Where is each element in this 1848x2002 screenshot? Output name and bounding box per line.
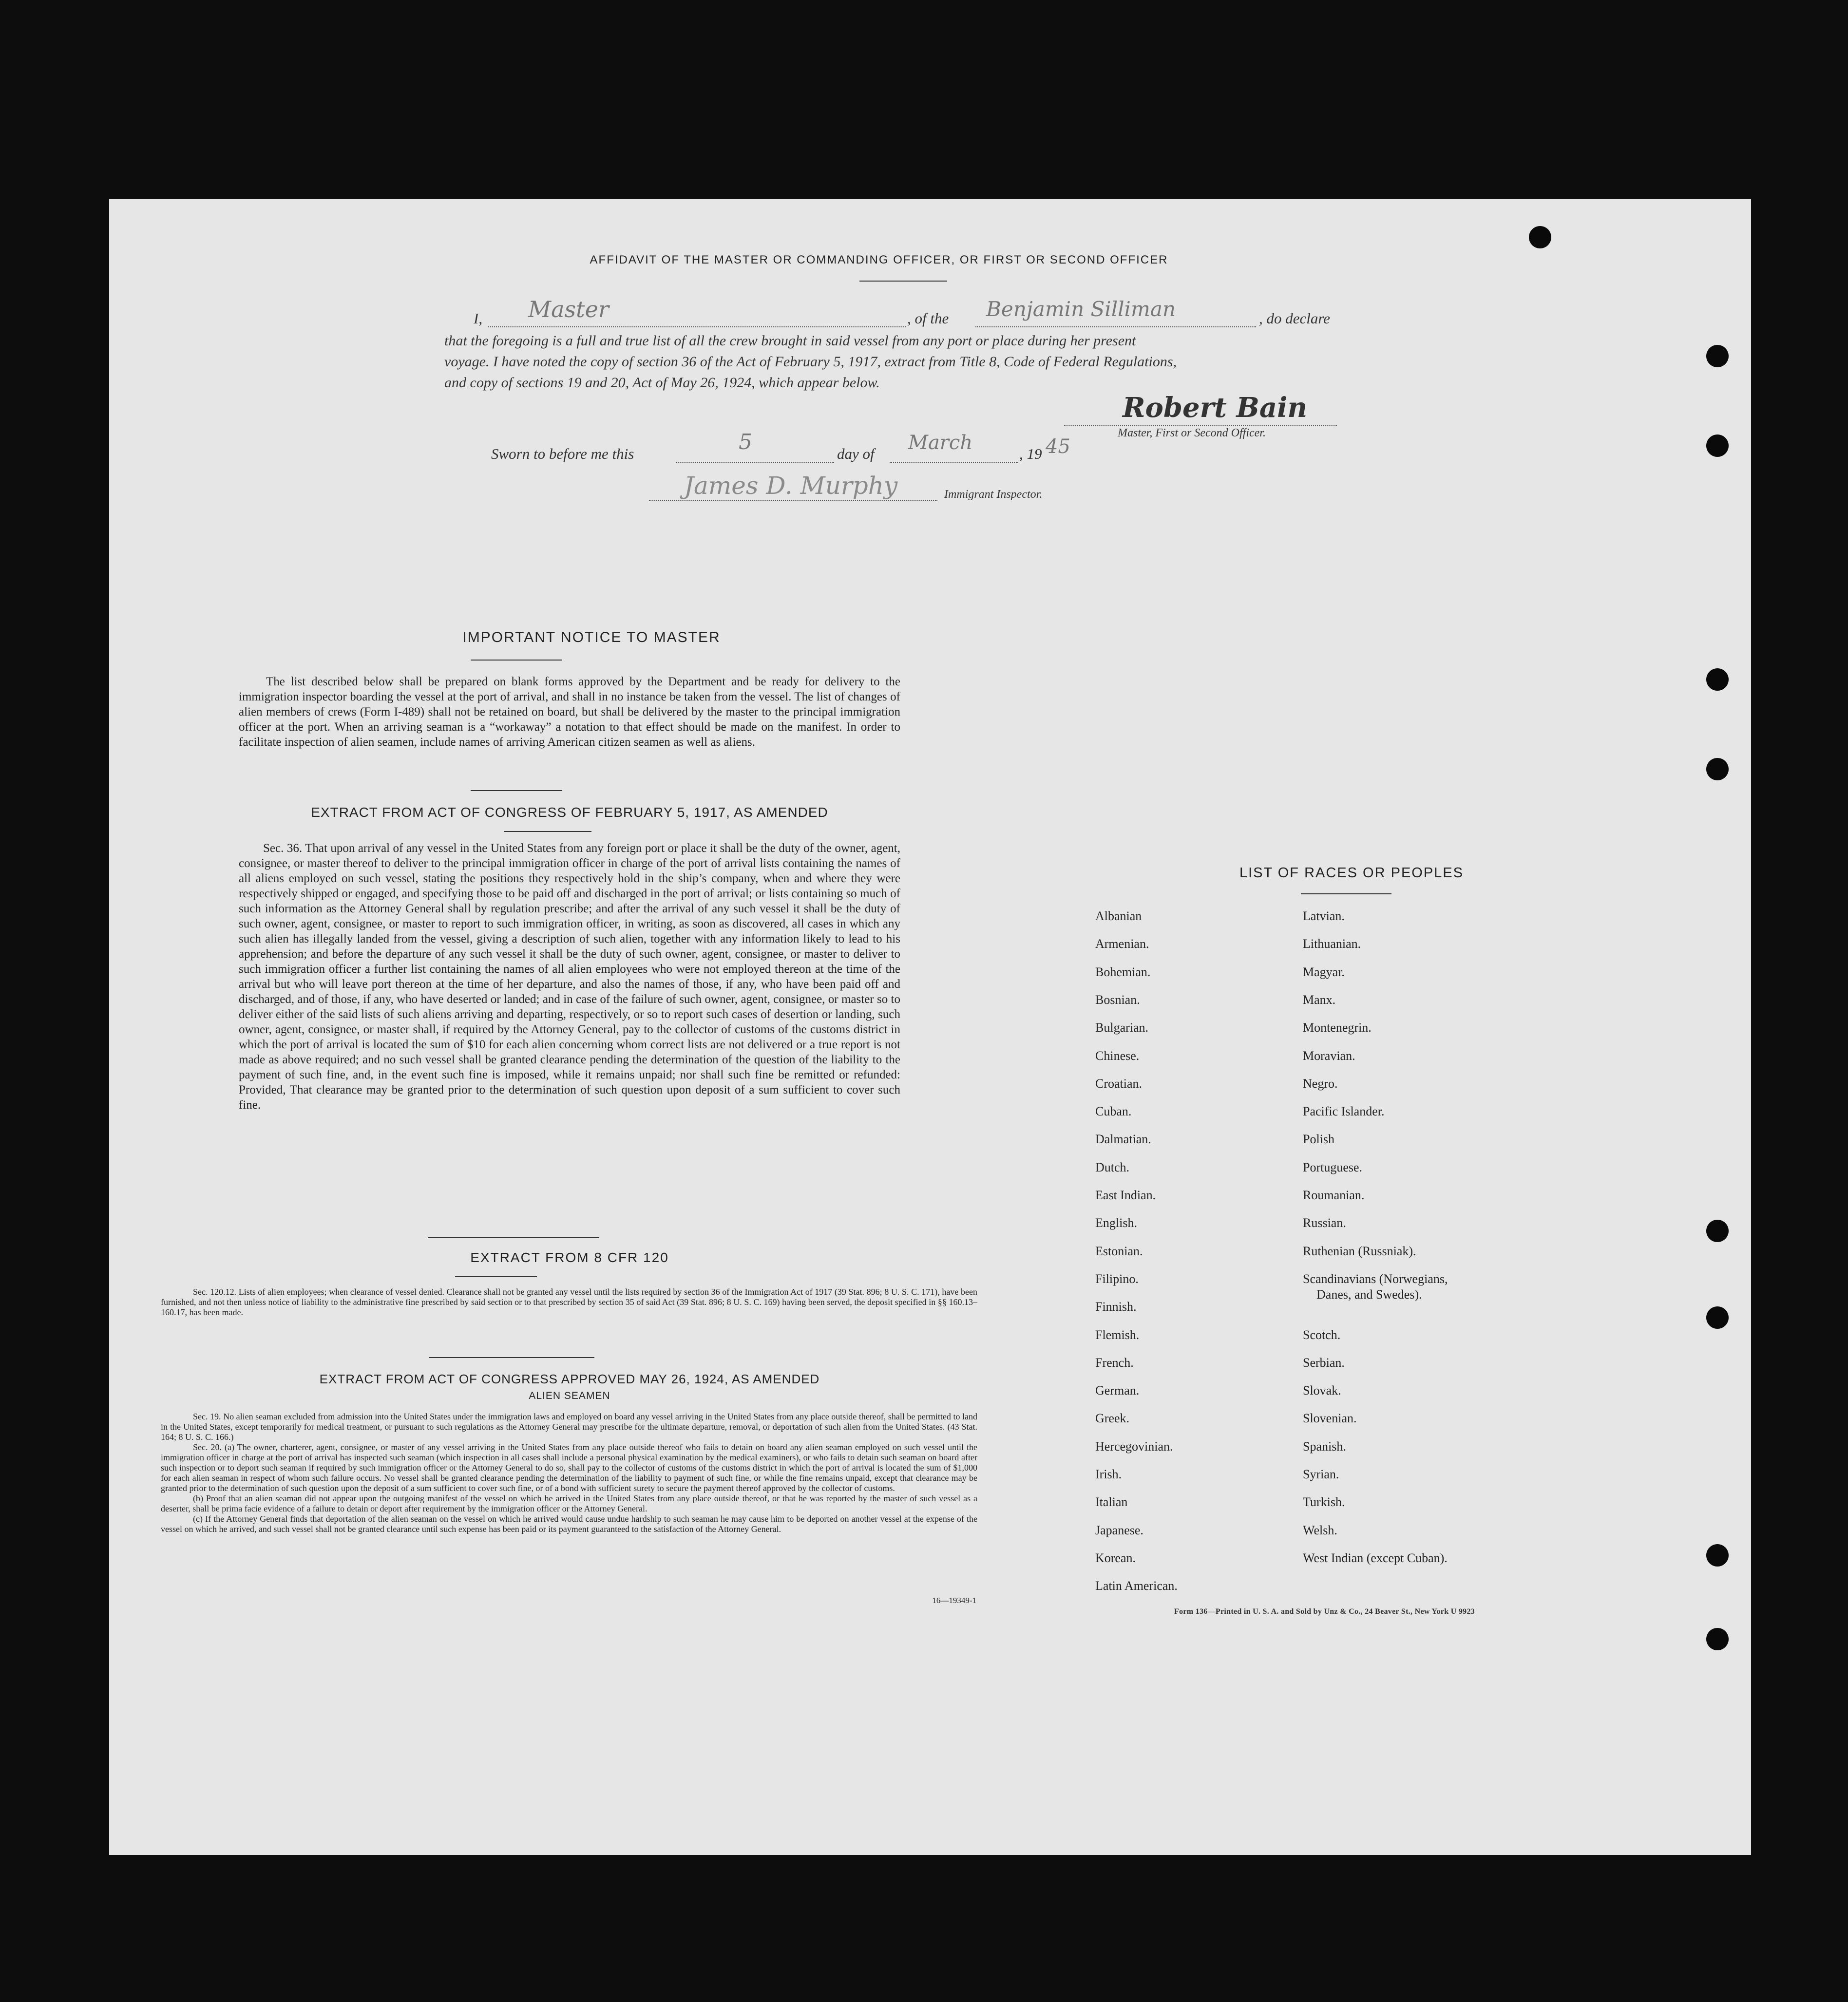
- race-item: Korean.: [1095, 1551, 1136, 1565]
- races-heading: LIST OF RACES OR PEOPLES: [1239, 865, 1464, 881]
- extract-1917-text: Sec. 36. That upon arrival of any vessel in the United States from any foreign port or place it shall be the duty of the owner, agent, consignee, or master thereof to deliver to the principal immigration officer in charge of the port of arrival lists containing the names of all aliens employed on such vessel, stating the positions they respectively hold in the ship’s company, when and where they were respectively shipped or engaged, and specifying those to be paid off and discharged in the port of arrival; or lists containing so much of such information as the Attorney General shall by regulation prescribe; and after the arrival of any such vessel it shall be the duty of such owner, agent, consignee, or master to report to such immigration officer, in writing, as soon as discovered, all cases in which any such alien has illegally landed from the vessel, giving a description of such alien, together with any information likely to lead to his apprehension; and before the departure of any such vessel it shall be the duty of such owner, agent, consignee, or master to deliver to such immigration officer a further list containing the names of all alien employees who were not employed thereon at the time of the arrival but who will leave port thereon at the time of her departure, and also the names of those, if any, who have been paid off and discharged, and of those, if any, who have deserted or landed; and in case of the failure of such owner, agent, consignee, or master so to deliver either of the said lists of such aliens arriving and departing, respectively, or so to report such cases of desertion or landing, such owner, agent, consignee, or master shall, if required by the Attorney General, pay to the collector of customs of the customs district in which the port of arrival is located the sum of $10 for each alien concerning whom correct lists are not delivered or a true report is not made as above required; and no such vessel shall be granted clearance pending the determination of the question of the liability to the payment of such fine, and, in the event such fine is imposed, while it remains unpaid; nor shall such fine be remitted or refunded: Provided, That clearance may be granted prior to the determination of such question upon deposit of a sum sufficient to cover such fine.: [239, 842, 900, 1112]
- race-item: Bulgarian.: [1095, 1020, 1149, 1035]
- race-item: Roumanian.: [1303, 1188, 1365, 1202]
- extract-1924-body: [161, 1412, 977, 1534]
- divider: [471, 660, 562, 661]
- declarant-line: [488, 326, 906, 327]
- divider: [504, 831, 591, 832]
- divider: [429, 1357, 594, 1358]
- sworn-day-handwriting: 5: [739, 430, 752, 454]
- notice-heading: IMPORTANT NOTICE TO MASTER: [462, 629, 721, 645]
- race-item: Greek.: [1095, 1411, 1130, 1425]
- race-item: Slovenian.: [1303, 1411, 1357, 1425]
- master-signature: Robert Bain: [1123, 392, 1308, 424]
- binder-hole: [1529, 226, 1551, 248]
- extract-1924-heading: EXTRACT FROM ACT OF CONGRESS APPROVED MAY 26, 1924, AS AMENDED: [319, 1372, 820, 1386]
- inspector-signature: James D. Murphy: [684, 472, 898, 500]
- race-item: Dutch.: [1095, 1160, 1130, 1174]
- race-item: Cuban.: [1095, 1104, 1132, 1118]
- race-item: Slovak.: [1303, 1383, 1341, 1398]
- race-item: French.: [1095, 1356, 1134, 1370]
- binder-hole: [1706, 758, 1729, 780]
- day-line: [676, 462, 834, 463]
- section-20c-text: (c) If the Attorney General finds that deportation of the alien seaman on the vessel on which he arrived would cause undue hardship to such seaman he may cause him to be deported on another vessel at the expense of the vessel on which he arrived, and such vessel shall not be granted clearance until such expense has been paid or its payment guaranteed to the satisfaction of the Attorney General.: [161, 1514, 977, 1534]
- race-item: Scandinavians (Norwegians,: [1303, 1272, 1448, 1286]
- vessel-name-handwriting: Benjamin Silliman: [986, 297, 1176, 321]
- race-item: Filipino.: [1095, 1272, 1139, 1286]
- race-item: Finnish.: [1095, 1300, 1137, 1314]
- inspector-caption: Immigrant Inspector.: [944, 488, 1043, 501]
- notice-text: The list described below shall be prepared on blank forms approved by the Department and be ready for delivery to the immigration inspector boarding the vessel at the port of arrival, and shall in no instance be taken from the vessel. The list of changes of alien members of crews (Form I-489) shall not be retained on board, but shall be delivered by the master to the principal immigration officer at the port. When an arriving seaman is a “workaway” a notation to that effect should be made on the manifest. In order to facilitate inspection of alien seamen, include names of arriving American citizen seamen as well as aliens.: [239, 675, 900, 749]
- race-item: Pacific Islander.: [1303, 1104, 1385, 1118]
- i-label: I,: [474, 310, 483, 327]
- divider: [1301, 893, 1391, 894]
- race-item: Magyar.: [1303, 965, 1345, 979]
- race-item: Estonian.: [1095, 1244, 1143, 1258]
- declarant-handwriting: Master: [528, 296, 609, 322]
- form-code: 16—19349-1: [932, 1596, 976, 1605]
- day-of-label: day of: [837, 445, 875, 462]
- binder-hole: [1706, 668, 1729, 691]
- race-item: Manx.: [1303, 993, 1336, 1007]
- race-item: West Indian (except Cuban).: [1303, 1551, 1448, 1565]
- race-item: Portuguese.: [1303, 1160, 1363, 1174]
- race-item: Moravian.: [1303, 1049, 1355, 1063]
- binder-hole: [1706, 1544, 1729, 1567]
- race-item: English.: [1095, 1216, 1137, 1230]
- race-item: Italian: [1095, 1495, 1128, 1509]
- binder-hole: [1706, 1306, 1729, 1329]
- race-item: Albanian: [1095, 909, 1142, 923]
- race-item: Croatian.: [1095, 1077, 1143, 1091]
- race-item: Negro.: [1303, 1077, 1338, 1091]
- sworn-label: Sworn to before me this: [491, 445, 634, 462]
- race-item: East Indian.: [1095, 1188, 1156, 1202]
- month-line: [890, 462, 1018, 463]
- signature-line: [1064, 425, 1337, 426]
- cfr-text: Sec. 120.12. Lists of alien employees; when clearance of vessel denied. Clearance shall not be granted any vessel until the lists required by section 36 of the Immigration Act of 1917 (39 Stat. 896; 8 U. S. C. 171), have been furnished, and not then unless notice of liability to the administrative fine prescribed by said section or to that prescribed by section 35 of said Act (39 Stat. 896; 8 U. S. C. 169) having been served, the deposit specified in §§ 160.13–160.17, has been made.: [161, 1287, 977, 1317]
- statement-line: voyage. I have noted the copy of section 36 of the Act of February 5, 1917, extract from Title 8, Code of Federal Regulations,: [444, 354, 1177, 370]
- divider: [455, 1276, 537, 1277]
- race-item: Montenegrin.: [1303, 1020, 1372, 1035]
- divider: [428, 1237, 599, 1238]
- extract-1917-heading: EXTRACT FROM ACT OF CONGRESS OF FEBRUARY 5, 1917, AS AMENDED: [311, 805, 828, 820]
- signature-caption: Master, First or Second Officer.: [1118, 427, 1266, 439]
- section-19-text: Sec. 19. No alien seaman excluded from admission into the United States under the immigration laws and employed on board any vessel arriving in the United States from any place outside thereof, shall be permitted to land in the United States, except temporarily for medical treatment, or pursuant to such regulations as the Attorney General may prescribe for the ultimate departure, removal, or deportation of such alien from the United States. (43 Stat. 164; 8 U. S. C. 166.): [161, 1412, 977, 1442]
- vessel-line: [975, 326, 1256, 327]
- race-item: Ruthenian (Russniak).: [1303, 1244, 1416, 1258]
- race-item: Serbian.: [1303, 1356, 1345, 1370]
- divider: [471, 790, 562, 791]
- binder-hole: [1706, 345, 1729, 367]
- race-item: Irish.: [1095, 1467, 1122, 1481]
- race-item: Syrian.: [1303, 1467, 1339, 1481]
- sworn-month-handwriting: March: [908, 432, 973, 454]
- section-20a-text: Sec. 20. (a) The owner, charterer, agent, consignee, or master of any vessel arriving in the United States from any place outside thereof who fails to detain on board any alien seaman employed on such vessel until the immigration officer in charge at the port of arrival has inspected such seaman (which inspection in all cases shall include a personal physical examination by the medical examiners), or who fails to detain such seaman on board after such inspection or to deport such seaman if required by such immigration officer or the Attorney General to do so, shall pay to the collector of customs of the customs district in which the port of arrival is located the sum of $1,000 for each alien seaman in respect of whom such failure occurs. No vessel shall be granted clearance pending the determination of the liability to payment of such fine, or while the fine remains unpaid, except that clearance may be granted prior to the determination of such question upon the deposit of a sum sufficient to cover such fine, or of a bond with sufficient surety to secure the payment thereof approved by the collector of customs.: [161, 1442, 977, 1493]
- race-item: Bosnian.: [1095, 993, 1140, 1007]
- race-item: Dalmatian.: [1095, 1132, 1151, 1146]
- do-declare-label: , do declare: [1259, 310, 1331, 327]
- race-item: Lithuanian.: [1303, 937, 1361, 951]
- statement-line: that the foregoing is a full and true list of all the crew brought in said vessel from any port or place during her present: [444, 333, 1136, 349]
- binder-hole: [1706, 434, 1729, 457]
- statement-line: and copy of sections 19 and 20, Act of May 26, 1924, which appear below.: [444, 375, 880, 391]
- race-item: Hercegovinian.: [1095, 1439, 1173, 1454]
- race-item: Turkish.: [1303, 1495, 1345, 1509]
- race-item: Bohemian.: [1095, 965, 1151, 979]
- race-item: Japanese.: [1095, 1523, 1143, 1537]
- race-item: Chinese.: [1095, 1049, 1140, 1063]
- year-prefix: , 19: [1019, 445, 1042, 462]
- affidavit-heading: AFFIDAVIT OF THE MASTER OR COMMANDING OFFICER, OR FIRST OR SECOND OFFICER: [590, 253, 1168, 266]
- of-the-label: , of the: [907, 310, 949, 327]
- race-item: German.: [1095, 1383, 1140, 1398]
- section-20b-text: (b) Proof that an alien seaman did not appear upon the outgoing manifest of the vessel on which he arrived in the United States from any place outside thereof, or that he was reported by the master of such vessel as a deserter, shall be prima facie evidence of a failure to detain or deport after requirement by the immigration officer or the Attorney General.: [161, 1493, 977, 1513]
- printer-footer: Form 136—Printed in U. S. A. and Sold by Unz & Co., 24 Beaver St., New York U 9923: [1174, 1607, 1475, 1616]
- race-item: Welsh.: [1303, 1523, 1337, 1537]
- race-item: Armenian.: [1095, 937, 1149, 951]
- alien-seamen-subheading: ALIEN SEAMEN: [529, 1390, 610, 1401]
- year-suffix-handwriting: 45: [1046, 435, 1070, 458]
- race-item: Russian.: [1303, 1216, 1346, 1230]
- race-item: Spanish.: [1303, 1439, 1346, 1454]
- divider: [859, 281, 947, 282]
- race-item: Danes, and Swedes).: [1316, 1287, 1422, 1302]
- inspector-line: [649, 500, 937, 501]
- race-item: Latin American.: [1095, 1579, 1178, 1593]
- form-page: [109, 199, 1751, 1855]
- binder-hole: [1706, 1628, 1729, 1650]
- race-item: Flemish.: [1095, 1328, 1140, 1342]
- cfr-heading: EXTRACT FROM 8 CFR 120: [470, 1250, 669, 1265]
- race-item: Latvian.: [1303, 909, 1345, 923]
- binder-hole: [1706, 1220, 1729, 1242]
- race-item: Scotch.: [1303, 1328, 1341, 1342]
- race-item: Polish: [1303, 1132, 1335, 1146]
